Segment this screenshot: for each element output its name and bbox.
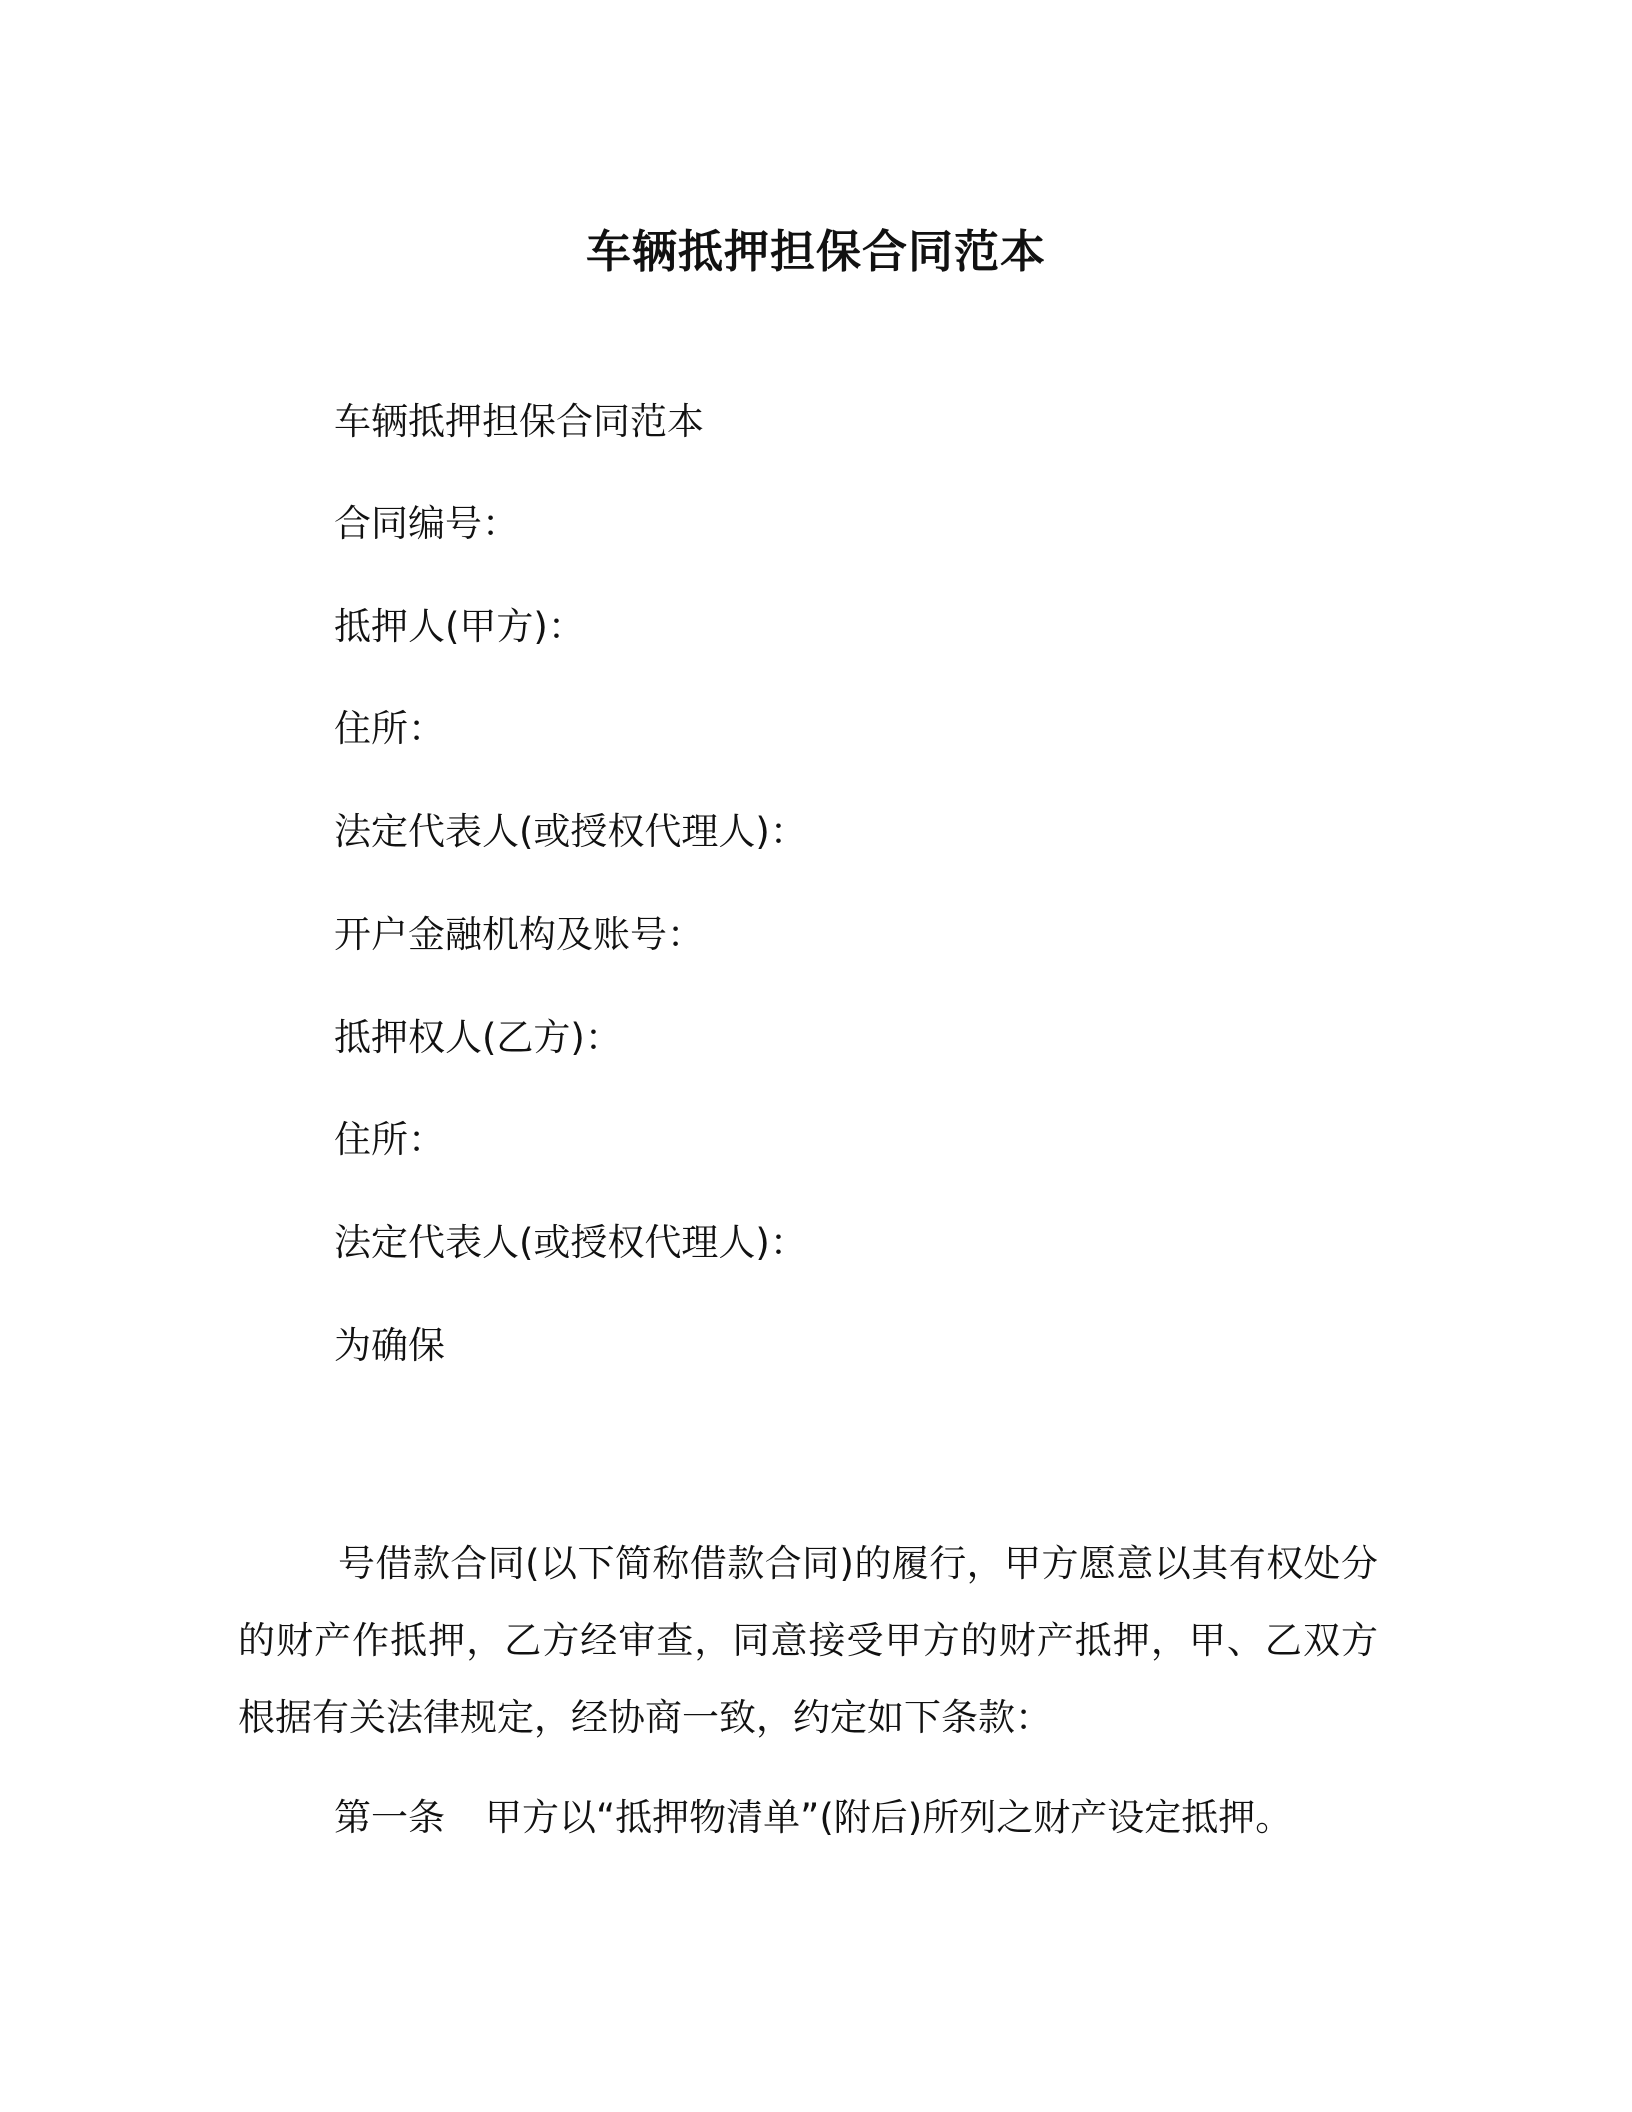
intro-paragraph: 号借款合同(以下简称借款合同)的履行，甲方愿意以其有权处分的财产作抵押，乙方经审查，同意接受甲方的财产抵押，甲、乙双方根据有关法律规定，经协商一致，约定如下条款： bbox=[238, 1542, 1378, 1739]
mortgagee-address-line: 住所： bbox=[334, 1118, 445, 1161]
contract-number-line: 合同编号： bbox=[334, 502, 519, 545]
mortgagor-address-line: 住所： bbox=[334, 707, 445, 750]
mortgagor-representative-line: 法定代表人(或授权代理人)： bbox=[334, 810, 807, 853]
article-1-text: 甲方以“抵押物清单”(附后)所列之财产设定抵押。 bbox=[485, 1796, 1293, 1839]
mortgagor-line: 抵押人(甲方)： bbox=[334, 605, 585, 648]
article-1 bbox=[334, 1792, 1292, 1844]
subtitle-line: 车辆抵押担保合同范本 bbox=[334, 400, 704, 443]
document-title: 车辆抵押担保合同范本 bbox=[585, 225, 1046, 278]
bank-account-line: 开户金融机构及账号： bbox=[334, 913, 704, 956]
purpose-line: 为确保 bbox=[334, 1324, 445, 1367]
article-1-label: 第一条 bbox=[334, 1796, 445, 1839]
mortgagee-representative-line: 法定代表人(或授权代理人)： bbox=[334, 1221, 807, 1264]
mortgagee-line: 抵押权人(乙方)： bbox=[334, 1016, 622, 1059]
